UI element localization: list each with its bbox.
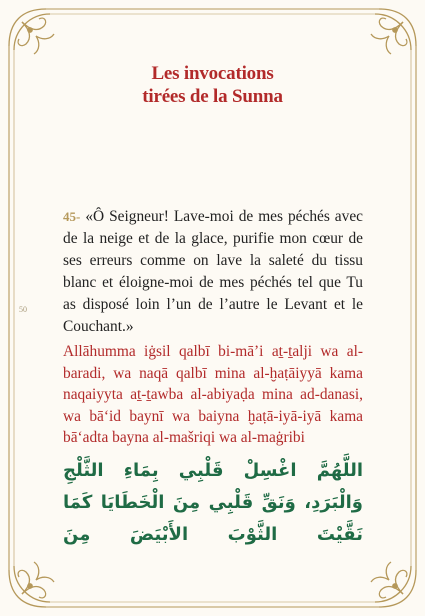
arabic-text: اللَّهُمَّ اغْسِلْ قَلْبِي بِمَاءِ الثَّلْجِ وَالْبَرَدِ، وَنَقِّ قَلْبِي مِنَ الْخَطَايَا كَمَا نَقَّيْتَ الثَّوْبَ الأَبْيَضَ مِنَ — [63, 459, 363, 545]
invocation-block — [63, 206, 363, 551]
page-number: 50 — [19, 305, 27, 314]
page-title — [0, 62, 425, 108]
invocation-number: 45- — [63, 209, 81, 224]
french-translation — [63, 206, 363, 338]
french-text: «Ô Seigneur! Lave-moi de mes péchés avec de la neige et de la glace, purifie mon cœur de ses erreurs comme on lave la saleté du tissu blanc et éloigne-moi de mes péchés tel que Tu as disposé loin l’un de l’autre le Levant et le Couchant.» — [63, 208, 363, 335]
transliteration-text: Allāhumma iġsil qalbī bi-mā’i aṯ-ṯalji wa al-baradi, wa naqā qalbī mina al-ḫaṭāiyyā kama naqaiyyta aṯ-ṯawba al-abiyaḍa mina ad-danasi, wa bā‘id baynī wa baiyna ḫaṭā-iyā-iyā kama bā‘adta bayna al-mašriqi wa al-maġribi — [63, 343, 363, 446]
title-line-1: Les invocations — [151, 63, 274, 84]
title-line-2: tirées de la Sunna — [142, 86, 283, 107]
